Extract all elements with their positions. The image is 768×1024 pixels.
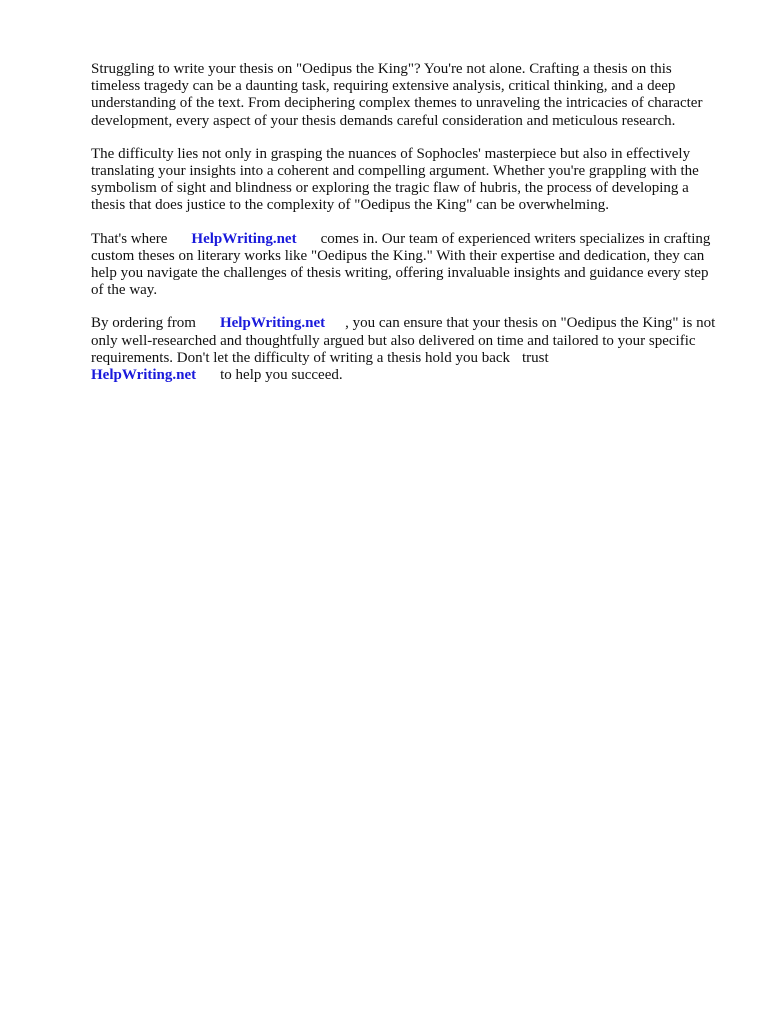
helpwriting-link-1[interactable]: HelpWriting.net <box>191 230 297 247</box>
paragraph-service <box>91 231 723 300</box>
paragraph-order <box>91 315 723 384</box>
order-body-text: , you can ensure that your thesis on "Oedipus the King" is not only well-researched and thoughtfully argued but also delivered on time and tailored to your specific requirements. Don't let the difficulty of writing a thesis hold you back <box>91 315 716 366</box>
paragraph-difficulty: The difficulty lies not only in grasping the nuances of Sophocles' masterpiece but also in effectively translating your insights into a coherent and compelling argument. Whether you're grappling with the symbolism of sight and blindness or exploring the tragic flaw of hubris, the process of developing a thesis that does justice to the complexity of "Oedipus the King" can be overwhelming. <box>91 145 699 214</box>
helpwriting-link-2[interactable]: HelpWriting.net <box>219 315 326 332</box>
service-body-text: comes in. Our team of experienced writers specializes in crafting custom theses on literary works like "Oedipus the King." With their expertise and dedication, they can help you navigate the challenges of thesis writing, offering invaluable insights and guidance every step of the way. <box>91 230 711 299</box>
order-closing-text: to help you succeed. <box>220 367 343 384</box>
order-trust-text: trust <box>522 349 549 366</box>
order-lead-text: By ordering from <box>91 315 196 332</box>
helpwriting-link-3[interactable]: HelpWriting.net <box>91 367 197 384</box>
service-lead-text: That's where <box>91 230 168 247</box>
document-body <box>91 61 723 400</box>
paragraph-intro: Struggling to write your thesis on "Oedipus the King"? You're not alone. Crafting a thesis on this timeless tragedy can be a daunting task, requiring extensive analysis, critical thinking, and a deep understanding of the text. From deciphering complex themes to unraveling the intricacies of character development, every aspect of your thesis demands careful consideration and meticulous research. <box>91 61 703 129</box>
